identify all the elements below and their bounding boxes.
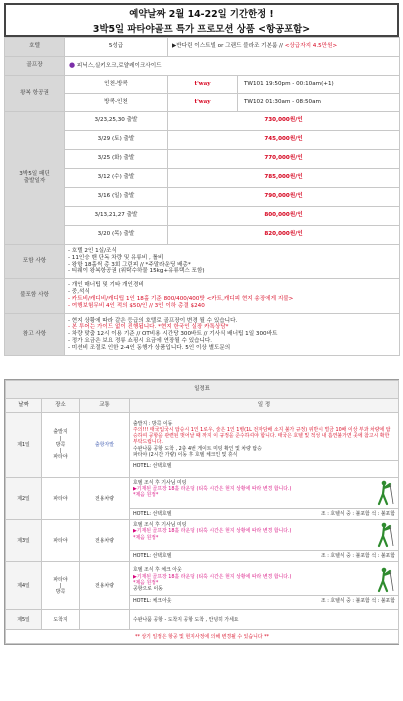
flight-route: 인천-방콕 xyxy=(65,76,168,94)
header-place: 장소 xyxy=(42,399,80,413)
departure-price: 790,000원/인 xyxy=(168,188,400,207)
itinerary-golf: ▶기재된 골프장 18홀 라운딩 (티혹 시간은 현지 상황에 따라 변경 합니다.) xyxy=(133,486,292,493)
schedule-row xyxy=(6,562,399,610)
included-item: - 11인승 밴 단독 차량 및 유류비 , 톨비 xyxy=(68,254,164,261)
day-label: 제3일 xyxy=(6,520,42,562)
departure-price: 730,000원/인 xyxy=(168,112,400,131)
reference-item: - 미션비 조절로 인한 2-4인 동행가 상품입니다. 5인 이상 별도문의 xyxy=(68,344,231,351)
day-label: 제4일 xyxy=(6,562,42,610)
reference-item: - 본 투어는 가이드 없이 진행됩니다. *현지 한국인 실장 카톡상담* xyxy=(68,324,229,331)
hotel-grade: 5성급 xyxy=(65,38,168,57)
itinerary-hotel: HOTEL: 선택호텔 xyxy=(133,553,172,560)
golfer-icon xyxy=(375,480,395,506)
departure-date: 3/13,21,27 출발 xyxy=(65,207,168,226)
itinerary-hotel: HOTEL: 체크아웃 xyxy=(133,598,172,605)
departure-date: 3/16 (일) 출발 xyxy=(65,188,168,207)
schedule-title: 일정표 xyxy=(6,381,399,399)
itinerary-line: 출발지 : 방콕 이동 xyxy=(133,420,173,427)
itinerary-meals: 조 : 호텔식 중 : 불포함 석 : 불포함 xyxy=(320,598,395,605)
departure-price: 800,000원/인 xyxy=(168,207,400,226)
golf-course-names: 피닉스,실키오크,로얄레이크사이드 xyxy=(76,62,162,69)
schedule-table xyxy=(5,380,399,644)
departure-price: 745,000원/인 xyxy=(168,131,400,150)
excluded-item: - 카트비/캐디비/캐디팁 1인 18홀 기준 800/400/400밧 <카트,캐디피 현지 송장에게 지불> xyxy=(68,296,294,302)
day-place: 파타야 | 방콕 xyxy=(42,562,80,610)
excluded-item: - 여행보험무비 4인 적의 $50/인 // 3인 이하 총결 $240 xyxy=(68,302,205,309)
bullet-icon: ● xyxy=(69,60,76,69)
hotel-label: 호텔 xyxy=(5,38,65,57)
promo-title-line2: 3박5일 파타야골프 특가 프로모션 상품 <항공포함> xyxy=(92,24,311,35)
departure-price: 785,000원/인 xyxy=(168,169,400,188)
day-transport: 전용차량 xyxy=(80,520,130,562)
included-item: - 왕항 18홀씩 총 3회 그린피 // *주말라운딩 배총* xyxy=(68,261,191,268)
day-place: 출발지 | 방콕 | 파타야 xyxy=(42,413,80,478)
itinerary-golf: ▶기재된 골프장 18홀 라운딩 (티혹 시간은 현지 상황에 따라 변경 합니다.) xyxy=(133,573,292,580)
promo-title-box xyxy=(4,3,399,37)
golfer-icon xyxy=(375,522,395,548)
airline-logo-tway: t'way xyxy=(168,94,238,112)
reference-item: - 차량 맞춤 12시 이용 기준 // OT비용 시간당 300바트 // 기사식 배너팁 1일 300바트 xyxy=(68,331,278,338)
schedule-row xyxy=(6,520,399,562)
excluded-item: - 개인 매너팁 및 기타 개인경비 xyxy=(68,282,144,289)
flight-label: 왕복 항공권 xyxy=(5,76,65,112)
day-itinerary xyxy=(130,562,399,610)
day-itinerary xyxy=(130,610,399,630)
flight-info: TW101 19:50pm - 00:10am(+1) xyxy=(238,76,400,94)
day-itinerary xyxy=(130,413,399,478)
itinerary-hotel: HOTEL: 선택호텔 xyxy=(133,511,172,517)
departures-label: 3박5일 패딘 출발일자 xyxy=(5,112,65,245)
itinerary-line: 호텔 조식 후 체크 아웃 xyxy=(133,567,182,574)
itinerary-note: *제음 원정* xyxy=(133,492,159,499)
reference-list xyxy=(65,314,400,356)
itinerary-note: *제음 원정* xyxy=(133,579,159,586)
included-list xyxy=(65,245,400,279)
excluded-label: 불포함 사항 xyxy=(5,279,65,314)
itinerary-line: 호텔 조식 후 기사님 미팅 xyxy=(133,522,187,529)
airline-logo-tway: t'way xyxy=(168,76,238,94)
schedule-footer-note: ** 상기 일정은 항공 및 현지사정에 의해 변경될 수 있습니다 ** xyxy=(6,630,399,644)
itinerary-line: 공항으로 이동 xyxy=(133,585,163,592)
schedule-row xyxy=(6,610,399,630)
itinerary-line: 파타야 (2시간 가량) 이동 후 호텔 체크인 및 휴식 xyxy=(133,451,238,458)
day-label: 제1일 xyxy=(6,413,42,478)
day-itinerary xyxy=(130,478,399,520)
itinerary-line: 수완나품 공항 - 도착지 공항 도착 , 안녕히 가세요 xyxy=(133,616,239,623)
itinerary-note: *제음 원정* xyxy=(133,534,159,541)
itinerary-hotel: HOTEL: 선택호텔 xyxy=(130,460,398,469)
reference-label: 참고 사항 xyxy=(5,314,65,356)
flight-route: 방콕-인천 xyxy=(65,94,168,112)
itinerary-meals: 조 : 호텔식 중 : 불포함 석 : 불포함 xyxy=(320,511,395,517)
header-itinerary: 일 정 xyxy=(130,399,399,413)
itinerary-line: 호텔 조식 후 기사님 미팅 xyxy=(133,480,187,486)
itinerary-meals: 조 : 호텔식 중 : 불포함 석 : 불포함 xyxy=(320,553,395,560)
day-itinerary xyxy=(130,520,399,562)
day-place: 도착지 xyxy=(42,610,80,630)
golfer-icon xyxy=(375,567,395,593)
excluded-list xyxy=(65,279,400,314)
header-transport: 교통 xyxy=(80,399,130,413)
hotel-upgrade-price: <상급자지 4.5만원> xyxy=(282,43,338,50)
itinerary-golf: ▶기재된 골프장 18홀 라운딩 (티혹 시간은 현지 상황에 따라 변경 합니다.) xyxy=(133,528,292,535)
day-transport: 전용차량 xyxy=(80,478,130,520)
day-label: 제2일 xyxy=(6,478,42,520)
departure-date: 3/12 (수) 출발 xyxy=(65,169,168,188)
product-info-table xyxy=(4,37,400,356)
reference-item: - 현지 상황에 따라 같은 등급의 호텔로 골프장이 변경 될 수 있습니다. xyxy=(68,317,238,324)
departure-date: 3/29 (토) 출발 xyxy=(65,131,168,150)
promo-title-line1: 예약날짜 2월 14-22일 기간한정 ! xyxy=(129,9,274,20)
departure-date: 3/23,25,30 출발 xyxy=(65,112,168,131)
day-label: 제5일 xyxy=(6,610,42,630)
golf-courses xyxy=(65,57,400,76)
schedule-box xyxy=(4,379,399,645)
day-place: 파타야 xyxy=(42,478,80,520)
departure-date: 3/25 (화) 출발 xyxy=(65,150,168,169)
header-day: 날짜 xyxy=(6,399,42,413)
departure-price: 820,000원/인 xyxy=(168,226,400,245)
departure-date: 3/20 (목) 출발 xyxy=(65,226,168,245)
schedule-row xyxy=(6,413,399,478)
included-item: - 티웨이 왕복항공권 (위탁수하물 15kg+유류택스 포함) xyxy=(68,268,205,275)
excluded-item: - 중,석식 xyxy=(68,289,90,296)
flight-info: TW102 01:30am - 08:50am xyxy=(238,94,400,112)
hotel-detail xyxy=(168,38,400,57)
included-item: - 호텔 2인 1실/조식 xyxy=(68,247,117,254)
schedule-row xyxy=(6,478,399,520)
day-transport: 전용차량 xyxy=(80,562,130,610)
itinerary-line: 수완나품 공항 도착 , 2층 4번 게이트 미팅 확인 및 차량 탑승 xyxy=(133,445,262,452)
included-label: 포함 사항 xyxy=(5,245,65,279)
day-transport: 출항자발 xyxy=(80,413,130,478)
day-place: 파타야 xyxy=(42,520,80,562)
hotel-text: ▶반다린 이스트빌 or 그랜드 블라조 기본룸 // xyxy=(172,43,283,50)
page xyxy=(4,3,399,645)
reference-item: - 정가 요금은 보요 정류 쇼핑시 요금에 연장될 수 있습니다. xyxy=(68,337,213,344)
day-transport xyxy=(80,610,130,630)
itinerary-warning: 주의!!! 태국입국시 탑승시 1인 1로우, 술은 1인 1병(1L 전자담배 소지 불가 규정) 위반시 벌금 10배 이상 부과 차량에 탑승하여 공항을 관련된 벗어날 때 까지 이 규정을 준수하셔야 합니다. 태국은 호텔 및 적성 내 흡연불가면 곳에 참고시 확한 부탁드립니다. xyxy=(133,426,391,446)
departure-price: 770,000원/인 xyxy=(168,150,400,169)
golf-label: 골프장 xyxy=(5,57,65,76)
